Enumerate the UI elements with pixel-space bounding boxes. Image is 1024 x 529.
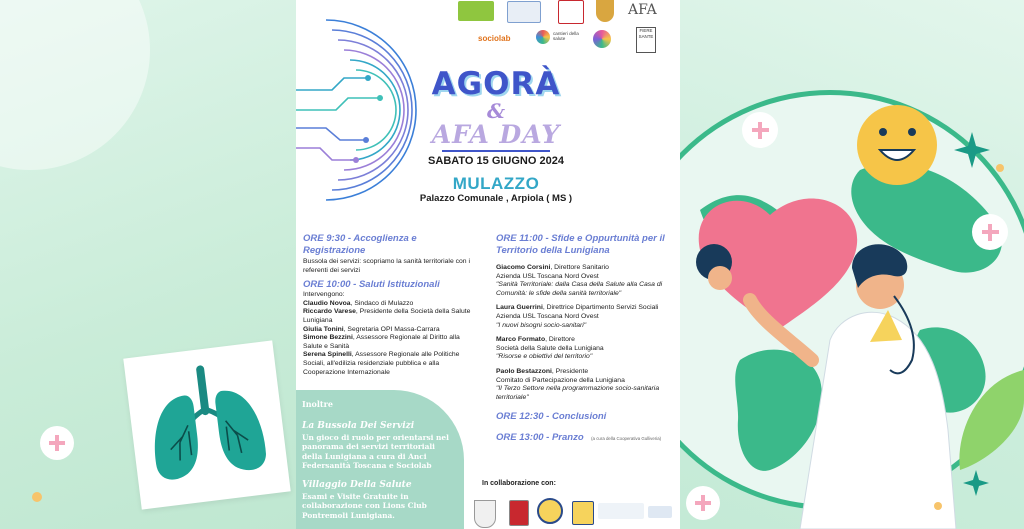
slot-title: ORE 12:30 - Conclusioni bbox=[496, 411, 607, 423]
partner-logo bbox=[537, 498, 563, 524]
event-title: AGORÀ bbox=[431, 66, 561, 102]
partner-logo bbox=[458, 1, 494, 21]
villaggio-title: Villaggio Della Salute bbox=[302, 480, 412, 490]
dot-decoration bbox=[32, 492, 42, 502]
slot-title: ORE 13:00 - Pranzo bbox=[496, 432, 584, 444]
fiere-logo: FIERE SANTE bbox=[636, 27, 656, 53]
speaker-item bbox=[303, 326, 475, 335]
slot-title: ORE 11:00 - Sfide e Oppurtunità per il Territorio della Lunigiana bbox=[496, 233, 665, 256]
speaker-role: , Sindaco di Mulazzo bbox=[350, 299, 414, 307]
plus-icon bbox=[40, 426, 74, 460]
talk-topic: "I nuovi bisogni socio-sanitari" bbox=[496, 321, 587, 329]
speaker-item bbox=[303, 300, 475, 309]
lungs-icon bbox=[123, 340, 290, 509]
bussola-text: Un gioco di ruolo per orientarsi nel panorama dei servizi territoriali della Lunigiana a cura di Anci Federsanità Toscana e Sociolab bbox=[302, 433, 449, 471]
inoltre-label: Inoltre bbox=[302, 399, 333, 409]
partner-logo bbox=[474, 500, 496, 528]
speaker-role: , Assessore Regionale alle Politiche Sociali, all'edilizia residenziale pubblica e alla Cooperazione Internazionale bbox=[303, 351, 460, 376]
talk-org: Comitato di Partecipazione della Lunigiana bbox=[496, 376, 625, 384]
slot-title: ORE 10:00 - Saluti Istituzionali bbox=[303, 279, 440, 291]
speaker-role: , Segretaria OPI Massa-Carrara bbox=[343, 325, 440, 333]
speaker-item bbox=[303, 308, 475, 325]
speaker-item bbox=[303, 334, 475, 351]
talk-speaker: Laura Guerrini bbox=[496, 304, 543, 312]
speaker-role: , Presidente della Società della Salute Lunigiana bbox=[303, 308, 471, 324]
bussola-title: La Bussola Dei Servizi bbox=[302, 421, 415, 431]
plus-icon bbox=[742, 112, 778, 148]
slot-title: ORE 9:30 - Accoglienza e Registrazione bbox=[303, 233, 417, 256]
talk-topic: "Risorse e obiettivi del territorio" bbox=[496, 353, 593, 361]
speakers-intro: Intervengono: bbox=[303, 291, 345, 299]
event-subtitle: AFA DAY bbox=[431, 120, 561, 149]
collaboration-label: In collaborazione con: bbox=[482, 480, 556, 487]
lunch-row bbox=[496, 427, 674, 445]
right-background bbox=[680, 0, 1024, 529]
talk-topic: "Il Terzo Settore nella programmazione socio-sanitaria territoriale" bbox=[496, 385, 660, 401]
talk-item bbox=[496, 264, 674, 298]
speaker-name: Serena Spinelli bbox=[303, 351, 352, 359]
title-ampersand: & bbox=[486, 99, 506, 123]
talk-role: , Direttore Sanitario bbox=[550, 264, 609, 271]
cantieri-logo-mark bbox=[536, 30, 550, 44]
cantieri-logo: cantieri della salute bbox=[553, 31, 579, 41]
speaker-role: , Assessore Regionale al Diritto alla Salute e Sanità bbox=[303, 334, 460, 350]
lungs-card bbox=[123, 340, 290, 509]
partner-logo bbox=[509, 500, 529, 526]
program-left-column bbox=[303, 233, 475, 377]
program-right-column bbox=[496, 233, 674, 445]
talk-speaker: Marco Formato bbox=[496, 336, 546, 344]
smiley-icon bbox=[857, 105, 937, 185]
talk-role: , Presidente bbox=[551, 367, 589, 375]
afa-logo: AFA bbox=[628, 2, 657, 18]
talk-item bbox=[496, 304, 674, 330]
talk-item bbox=[496, 368, 674, 402]
event-poster bbox=[296, 0, 680, 529]
speaker-name: Giulia Tonini bbox=[303, 325, 344, 333]
talk-topic: "Sanità Territoriale: dalla Casa della Salute alla Casa di Comunità: le sfide della sanità territoriale" bbox=[496, 281, 663, 297]
title-underline bbox=[442, 150, 550, 152]
plus-icon bbox=[972, 214, 1008, 250]
region-toscana-logo bbox=[558, 0, 584, 24]
partner-logo bbox=[648, 506, 672, 518]
sparkle-icon bbox=[963, 470, 989, 496]
lions-logo bbox=[572, 501, 594, 525]
partner-logo bbox=[598, 503, 644, 519]
event-city: MULAZZO bbox=[452, 174, 540, 193]
speaker-name: Simone Bezzini bbox=[303, 334, 353, 342]
circuit-ring-icon bbox=[296, 0, 446, 210]
talk-org: Azienda USL Toscana Nord Ovest bbox=[496, 312, 599, 320]
partner-logo bbox=[507, 1, 541, 23]
speaker-item bbox=[303, 351, 475, 377]
left-background bbox=[0, 0, 296, 529]
soft-circle-decoration bbox=[0, 0, 150, 170]
villaggio-text: Esami e Visite Gratuite in collaborazione con Lions Club Pontremoli Lunigiana. bbox=[302, 492, 427, 520]
talk-speaker: Giacomo Corsini bbox=[496, 264, 551, 271]
event-venue: Palazzo Comunale , Arpiola ( MS ) bbox=[419, 193, 573, 204]
talk-item bbox=[496, 336, 674, 362]
talk-org: Azienda USL Toscana Nord Ovest bbox=[496, 272, 599, 280]
talk-speaker: Paolo Bestazzoni bbox=[496, 367, 552, 375]
talk-role: , Direttore bbox=[545, 336, 575, 344]
sociolab-logo: sociolab bbox=[478, 34, 511, 43]
speaker-name: Riccardo Varese bbox=[303, 308, 356, 316]
flower-logo bbox=[593, 30, 611, 48]
speaker-name: Claudio Novoa bbox=[303, 299, 351, 307]
crest-logo bbox=[596, 0, 614, 22]
plus-icon bbox=[686, 486, 720, 520]
extra-activities-panel bbox=[296, 390, 464, 529]
talk-org: Società della Salute della Lunigiana bbox=[496, 344, 604, 352]
event-date: SABATO 15 GIUGNO 2024 bbox=[428, 155, 564, 167]
slot-text: Bussola dei servizi: scopriamo la sanità territoriale con i referenti dei servizi bbox=[303, 258, 470, 274]
lunch-note: (a cura della Cooperativa Gulliveria) bbox=[591, 436, 662, 442]
talk-role: , Direttrice Dipartimento Servizi Sociali bbox=[542, 304, 659, 312]
globe-illustration bbox=[680, 0, 1024, 529]
